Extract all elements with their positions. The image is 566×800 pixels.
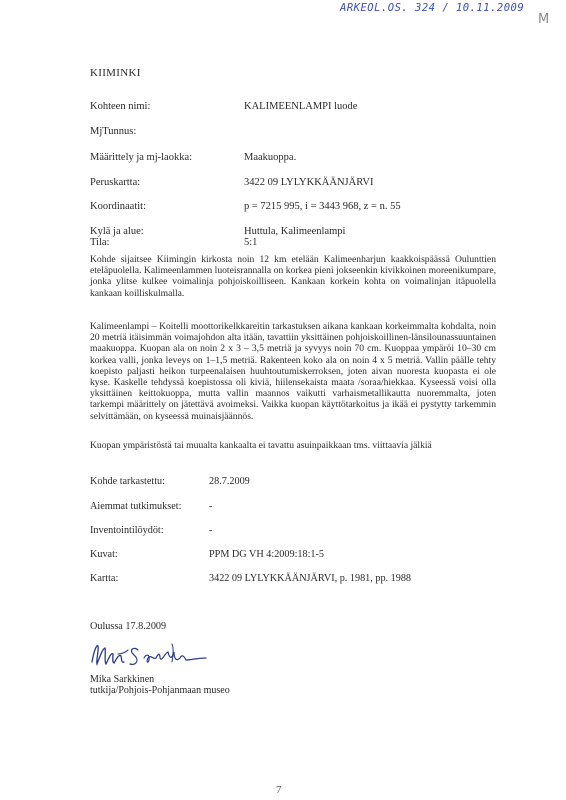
meta-value-map: 3422 09 LYLYKKÄÄNJÄRVI, p. 1981, pp. 1988 xyxy=(209,573,412,584)
meta-label-map: Kartta: xyxy=(90,573,119,584)
field-value-coordinates: p = 7215 995, i = 3443 968, z = n. 55 xyxy=(244,201,401,212)
meta-label-photos: Kuvat: xyxy=(90,549,118,560)
signer-title: tutkija/Pohjois-Pohjanmaan museo xyxy=(90,685,230,696)
field-value-village: Huttula, Kalimeenlampi xyxy=(244,226,346,237)
field-value-base-map: 3422 09 LYLYKKÄÄNJÄRVI xyxy=(244,177,374,188)
place-date: Oulussa 17.8.2009 xyxy=(90,621,167,632)
field-label-base-map: Peruskartta: xyxy=(90,177,141,188)
field-label-classification: Määrittely ja mj-laokka: xyxy=(90,152,193,163)
signer-block xyxy=(90,674,230,696)
field-value-classification: Maakuoppa. xyxy=(244,152,297,163)
signer-name: Mika Sarkkinen xyxy=(90,674,155,685)
description-paragraph-surroundings: Kuopan ympäristöstä tai muualta kankaalta ei tavattu asuinpaikkaan tms. viittaavia jälkiä xyxy=(90,440,432,451)
meta-value-photos: PPM DG VH 4:2009:18:1-5 xyxy=(209,549,325,560)
meta-label-previous-research: Aiemmat tutkimukset: xyxy=(90,501,182,512)
description-paragraph-findings: Kalimeenlampi – Koitelli moottorikelkkareitin tarkastuksen aikana kankaan korkeimmalta kohdalta, noin 20 metriä itäisimmän voimajohdon alta itään, tavattiin yksittäinen pohjoiskoillinen-länsilounassuuntainen maakuoppa. Kuopan ala on noin 2 x 3 – 3,5 metriä ja syvyys noin 70 cm. Kuoppaa ympäröi 10–30 cm korkea valli, jonka leveys on 1–1,5 metriä. Rakenteen koko ala on noin 4 x 5 metriä. Vallin päälle tehty koepisto paljasti heikon turpeenalaisen huuhtoutumiskerroksen, joten aivan nuoresta kuopasta ei ole kyse. Kaskelle tehdyssä koepistossa oli kiviä, hiilensekaista maata /soraa/hiekkaa. Kyseessä voisi olla yksittäinen keittokuoppa, mutta vallin maannos vaikutti varhaismetallikautta nuoremmalta, joten tarkempi määrittely on jätettävä avoimeksi. Vaikka kuopan käyttötarkoitus ja ikää ei pystytty tarkemmin selvittämään, on kyseessä muinaisjäännös. xyxy=(90,321,496,422)
page-number: 7 xyxy=(276,784,282,796)
field-value-site-name: KALIMEENLAMPI luode xyxy=(244,101,358,112)
meta-label-inspected: Kohde tarkastettu: xyxy=(90,476,165,487)
corner-mark: M xyxy=(538,12,550,27)
meta-value-inspected: 28.7.2009 xyxy=(209,476,250,487)
field-label-coordinates: Koordinaatit: xyxy=(90,201,146,212)
field-label-mj-id: MjTunnus: xyxy=(90,126,137,137)
meta-label-finds: Inventointilöydöt: xyxy=(90,525,164,536)
description-paragraph-location: Kohde sijaitsee Kiimingin kirkosta noin 12 km etelään Kalimeenharjun kaakkoispäässä Oulunttien eteläpuolella. Kalimeenlammen luoteisrannalla on korkea pieni jokseenkin kivikkoinen moreenikumpare, jonka ylitse kulkee voimalinja pohjoiskoilliseen. Kankaan korkein kohta on voimalinjan itäpuolella kankaan koilliskulmalla. xyxy=(90,254,496,299)
meta-value-previous-research: - xyxy=(209,501,213,512)
field-value-estate: 5:1 xyxy=(244,237,258,248)
field-label-village: Kylä ja alue: xyxy=(90,226,144,237)
field-label-site-name: Kohteen nimi: xyxy=(90,101,151,112)
handwritten-signature xyxy=(88,636,218,676)
municipality-heading: KIIMINKI xyxy=(90,67,141,79)
archive-stamp: ARKEOL.OS. 324 / 10.11.2009 xyxy=(340,2,525,14)
meta-value-finds: - xyxy=(209,525,213,536)
field-label-estate: Tila: xyxy=(90,237,110,248)
